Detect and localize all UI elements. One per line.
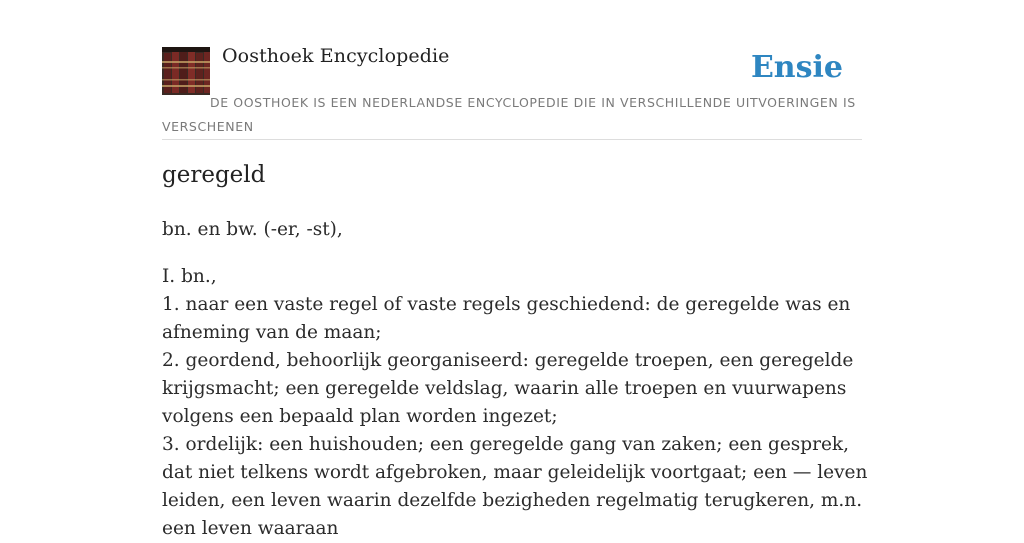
entry-grammar: bn. en bw. (-er, -st), bbox=[162, 219, 343, 240]
definition-item: 1. naar een vaste regel of vaste regels geschiedend: de geregelde was en afneming van de maan; bbox=[162, 294, 851, 343]
page-container bbox=[162, 0, 868, 539]
definition-item: 3. ordelijk: een huishouden; een geregelde gang van zaken; een gesprek, dat niet telkens wordt afgebroken, maar geleidelijk voortgaat; een — leven leiden, een leven waarin dezelfde bezigheden regelmatig terugkeren, m.n. een leven waaraan bbox=[162, 434, 868, 539]
site-title[interactable]: Oosthoek Encyclopedie bbox=[222, 45, 450, 67]
definition-item: 2. geordend, behoorlijk georganiseerd: geregelde troepen, een geregelde krijgsmacht; een geregelde veldslag, waarin alle troepen en vuurwapens volgens een bepaald plan worden ingezet; bbox=[162, 350, 854, 427]
entry-body bbox=[162, 263, 868, 543]
site-header bbox=[162, 0, 862, 140]
encyclopedia-books-icon[interactable] bbox=[162, 47, 210, 95]
entry-title: geregeld bbox=[162, 162, 266, 188]
section-label: I. bn., bbox=[162, 266, 217, 287]
site-tagline: DE OOSTHOEK IS EEN NEDERLANDSE ENCYCLOPEDIE DIE IN VERSCHILLENDE UITVOERINGEN IS VERSCHENEN bbox=[162, 95, 856, 134]
brand-logo[interactable]: Ensie bbox=[750, 50, 843, 85]
